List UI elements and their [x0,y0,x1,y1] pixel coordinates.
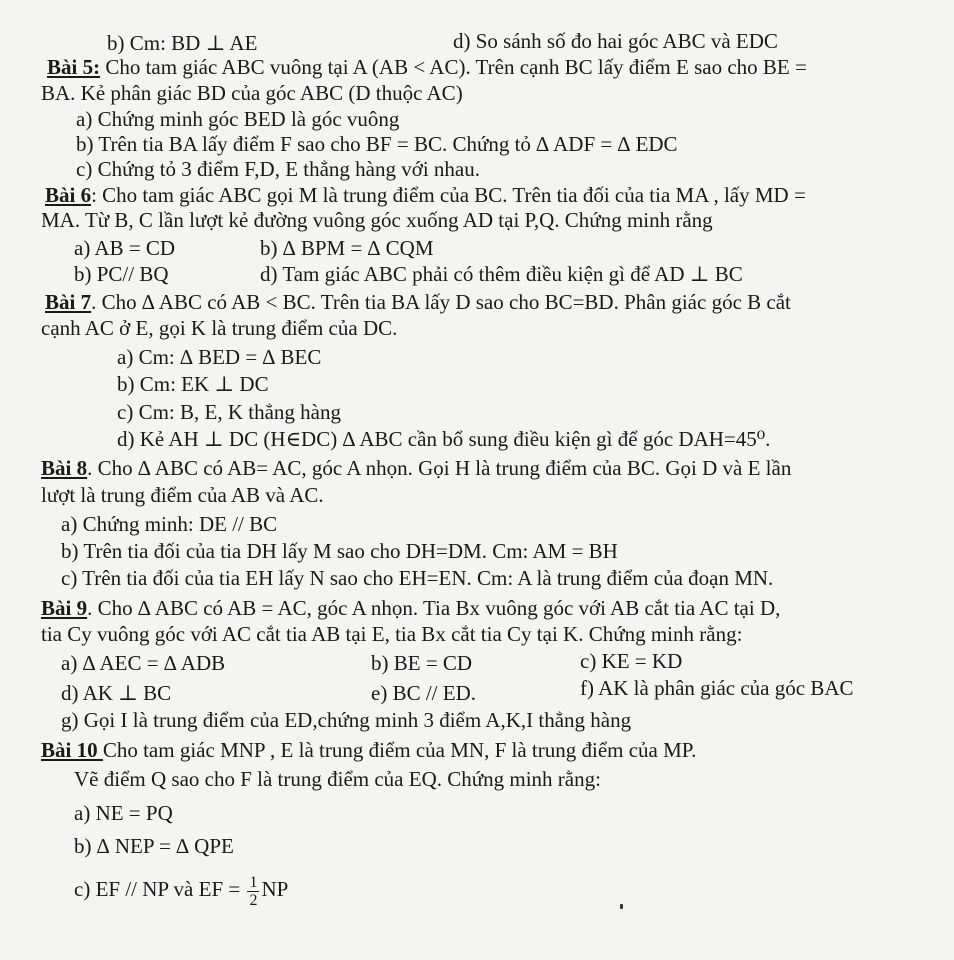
bai6-line1 [45,183,806,207]
bai7-a: a) Cm: ∆ BED = ∆ BEC [117,345,322,369]
bai8-line1 [41,456,791,480]
bai7-c: c) Cm: B, E, K thẳng hàng [117,400,341,424]
bai6-b: b) ∆ BPM = ∆ CQM [260,236,434,260]
bai9-text1: . Cho ∆ ABC có AB = AC, góc A nhọn. Tia Bx vuông góc với AB cắt tia AC tại D, [87,596,781,620]
bai10-a: a) NE = PQ [74,801,173,825]
bai10-c-prefix: c) EF // NP và EF = [74,877,246,901]
bai5-c: c) Chứng tỏ 3 điểm F,D, E thẳng hàng với nhau. [76,157,481,181]
bai7-line2: cạnh AC ở E, gọi K là trung điểm của DC. [41,316,398,340]
bai8-label: Bài 8 [41,456,88,480]
stray-mark [620,904,623,909]
bai7-line1 [45,290,791,314]
bai9-c: c) KE = KD [580,649,683,673]
bai7-d: d) Kẻ AH ⊥ DC (H∈DC) ∆ ABC cần bổ sung điều kiện gì để góc DAH=45⁰. [117,427,771,451]
prev-item-d: d) So sánh số đo hai góc ABC và EDC [453,29,778,53]
bai10-label: Bài 10 [41,738,103,762]
bai5-label: Bài 5: [47,55,101,79]
bai8-c: c) Trên tia đối của tia EH lấy N sao cho EH=EN. Cm: A là trung điểm của đoạn MN. [61,566,774,590]
bai10-c [74,871,288,909]
bai9-f: f) AK là phân giác của góc BAC [580,676,854,700]
bai8-a: a) Chứng minh: DE // BC [61,512,278,536]
bai10-text1: Cho tam giác MNP , E là trung điểm của MN, F là trung điểm của MP. [102,738,697,762]
bai5-b: b) Trên tia BA lấy điểm F sao cho BF = BC. Chứng tỏ ∆ ADF = ∆ EDC [76,132,678,156]
bai8-text1: . Cho ∆ ABC có AB= AC, góc A nhọn. Gọi H là trung điểm của BC. Gọi D và E lần [87,456,792,480]
bai6-d: d) Tam giác ABC phải có thêm điều kiện gì để AD ⊥ BC [260,262,743,286]
bai9-line2: tia Cy vuông góc với AC cắt tia AB tại E, tia Bx cắt tia Cy tại K. Chứng minh rằng: [41,622,743,646]
bai8-b: b) Trên tia đối của tia DH lấy M sao cho DH=DM. Cm: AM = BH [61,539,618,563]
bai7-b: b) Cm: EK ⊥ DC [117,372,269,396]
bai6-label: Bài 6 [45,183,92,207]
bai10-line1 [41,738,696,762]
fraction-numerator: 1 [249,873,258,891]
bai9-b: b) BE = CD [371,651,473,675]
bai9-g: g) Gọi I là trung điểm của ED,chứng minh 3 điểm A,K,I thẳng hàng [61,708,632,732]
bai9-d: d) AK ⊥ BC [61,681,172,705]
bai5-line1 [47,55,807,79]
bai9-e: e) BC // ED. [371,681,476,705]
bai5-a: a) Chứng minh góc BED là góc vuông [76,107,400,131]
fraction-one-half [247,874,259,909]
bai6-b2: b) PC// BQ [74,262,169,286]
bai10-b: b) ∆ NEP = ∆ QPE [74,834,234,858]
bai6-line2: MA. Từ B, C lần lượt kẻ đường vuông góc xuống AD tại P,Q. Chứng minh rằng [41,208,713,232]
bai7-label: Bài 7 [45,290,92,314]
bai5-text1: Cho tam giác ABC vuông tại A (AB < AC). Trên cạnh BC lấy điểm E sao cho BE = [100,55,807,79]
bai10-c-suffix: NP [261,877,289,901]
fraction-denominator: 2 [249,891,258,909]
bai9-label: Bài 9 [41,596,88,620]
bai9-line1 [41,596,780,620]
bai6-a: a) AB = CD [74,236,176,260]
bai7-text1: . Cho ∆ ABC có AB < BC. Trên tia BA lấy D sao cho BC=BD. Phân giác góc B cắt [91,290,791,314]
bai5-line2: BA. Kẻ phân giác BD của góc ABC (D thuộc AC) [41,81,463,105]
bai10-line2: Vẽ điểm Q sao cho F là trung điểm của EQ. Chứng minh rằng: [74,767,601,791]
prev-item-b: b) Cm: BD ⊥ AE [107,31,258,55]
bai9-a: a) ∆ AEC = ∆ ADB [61,651,226,675]
bai6-text1: : Cho tam giác ABC gọi M là trung điểm của BC. Trên tia đối của tia MA , lấy MD = [91,183,806,207]
bai8-line2: lượt là trung điểm của AB và AC. [41,483,324,507]
